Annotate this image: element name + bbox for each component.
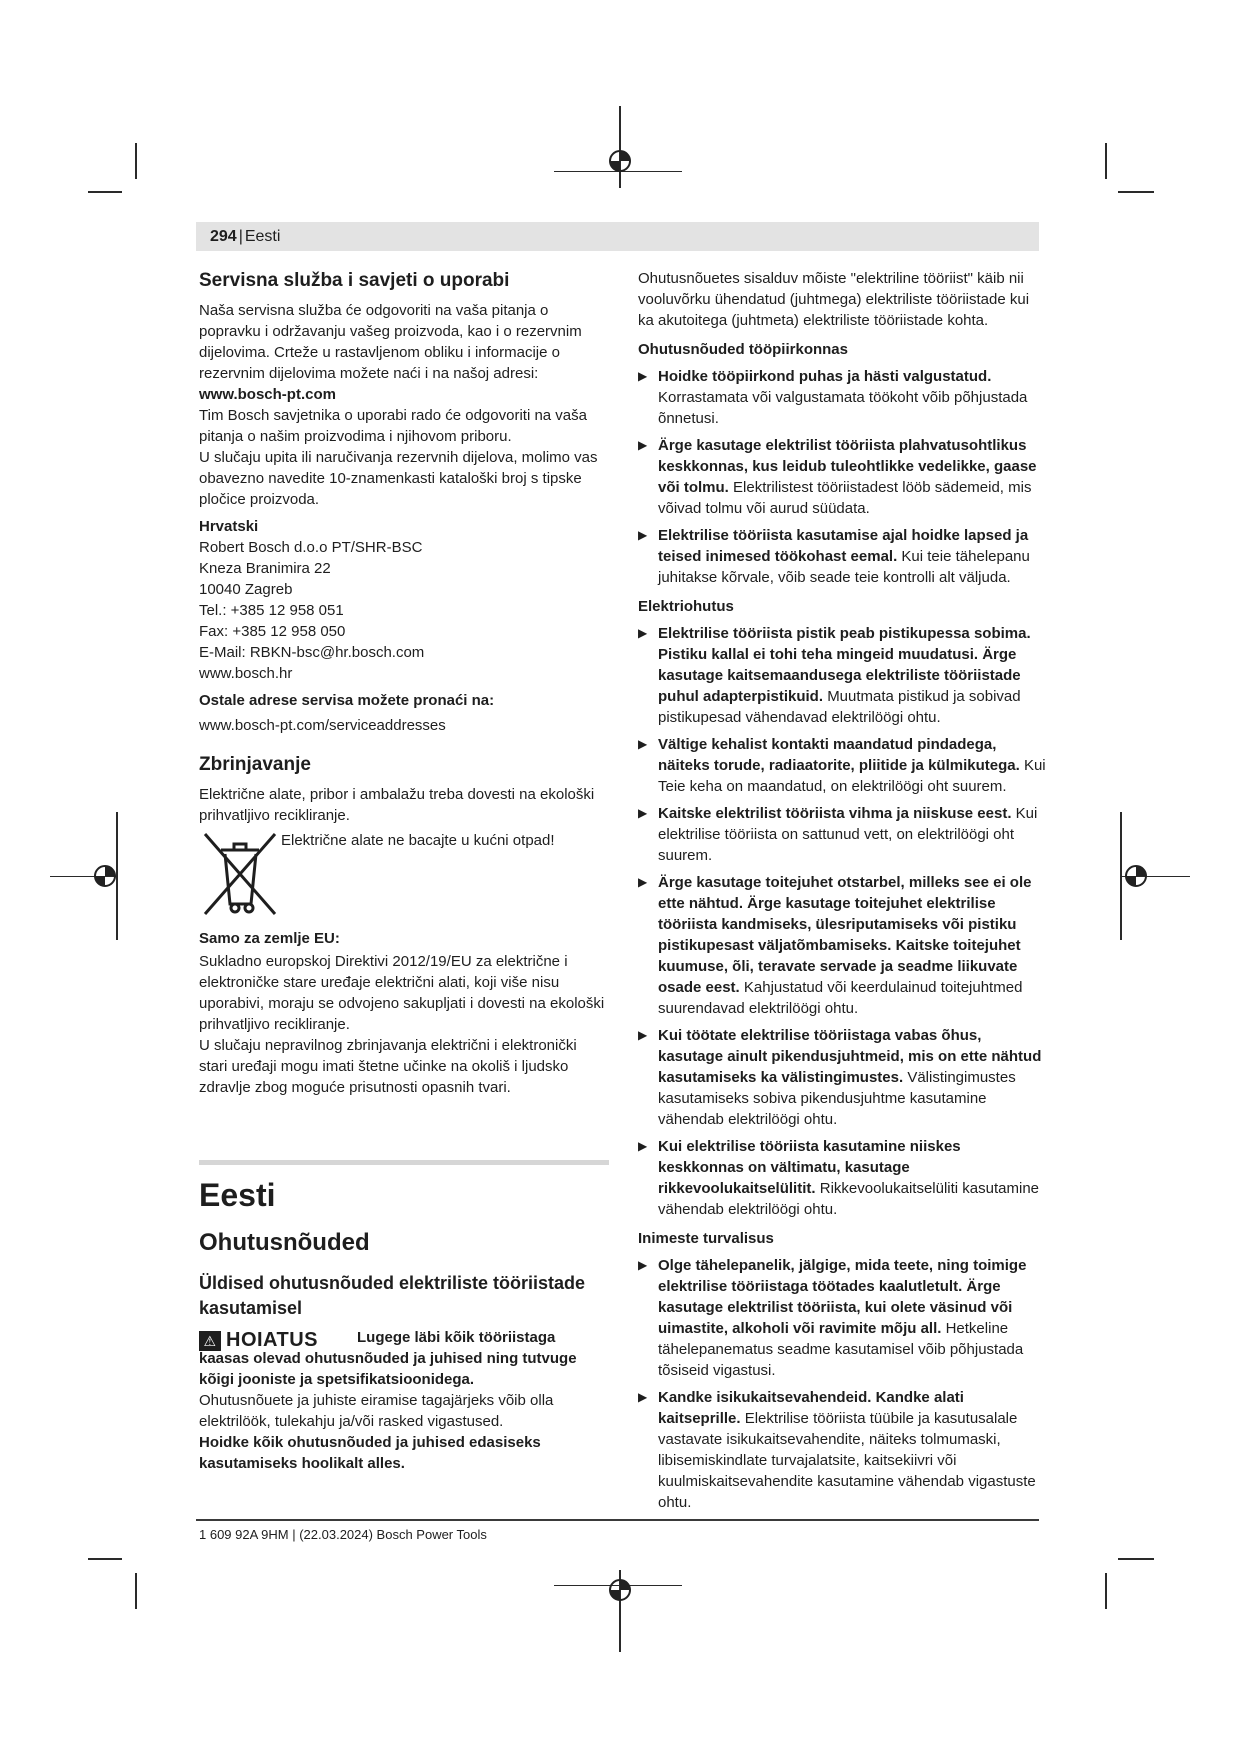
bullet-bold-text: Ärge kasutage toitejuhet otstarbel, milleks see ei ole ette nähtud. Ärge kasutage toitejuhet elektrilise tööriista kandmiseks, ülesriputamiseks või pistiku pistikupesast väljatõmbamiseks. Kaitske toitejuhet kuumuse, õli, teravate servade ja seadme liikuvate osade eest.	[658, 874, 1032, 996]
bullet-normal-text: Kui Teie keha on maandatud, on elektrilöögi oht suurem.	[658, 757, 1046, 795]
safety-bullet	[638, 1255, 1046, 1381]
warning-triangle-icon: ⚠	[199, 1331, 221, 1351]
bullet-arrow-icon: ▶	[638, 626, 648, 640]
registration-mark-icon	[1121, 861, 1151, 891]
left-column	[199, 268, 609, 1474]
bullet-text	[658, 623, 1046, 728]
registration-mark-icon	[90, 861, 120, 891]
disposal-paragraph: Električne alate, pribor i ambalažu treba dovesti na ekološki prihvatljivo recikliranje.	[199, 786, 595, 824]
registration-mark-icon	[605, 146, 635, 176]
warning-paragraph: Ohutusnõuete ja juhiste eiramise tagajärjeks võib olla elektrilöök, tulekahju ja/või rasked vigastused.	[199, 1392, 554, 1430]
bullet-bold-text: Kaitske elektrilist tööriista vihma ja niiskuse eest.	[658, 805, 1012, 822]
other-addresses-url: www.bosch-pt.com/serviceaddresses	[199, 717, 446, 734]
page-number: 294	[210, 228, 237, 245]
bullet-bold-text: Olge tähelepanelik, jälgige, mida teete, ning toimige elektrilise tööriistaga töötades kaalutletult. Ärge kasutage elektrilist tööriista, kui olete väsinud või uimastite, alkoholi või ravimite mõju all.	[658, 1257, 1027, 1337]
footer-rule	[196, 1519, 1039, 1521]
crop-mark	[1118, 191, 1154, 193]
bullet-normal-text: Kahjustatud või keerdulainud toitejuhtmed suurendavad elektrilöögi ohtu.	[658, 979, 1023, 1017]
address-line: Tel.: +385 12 958 051	[199, 602, 344, 619]
address-line: www.bosch.hr	[199, 665, 293, 682]
bullet-arrow-icon: ▶	[638, 438, 648, 452]
safety-title: Ohutusnõuded	[199, 1229, 370, 1256]
service-url: www.bosch-pt.com	[199, 386, 336, 403]
bullet-text	[658, 803, 1046, 866]
bullet-bold-text: Hoidke tööpiirkond puhas ja hästi valgustatud.	[658, 368, 992, 385]
section-heading: Ohutusnõuded tööpiirkonnas	[638, 341, 848, 358]
service-paragraph: Tim Bosch savjetnika o uporabi rado će odgovoriti na vaša pitanja o našim proizvodima i njihovom priboru.	[199, 407, 587, 445]
bullet-text	[658, 366, 1046, 429]
bullet-text	[658, 435, 1046, 519]
bullet-text	[658, 525, 1046, 588]
bullet-text	[658, 1387, 1046, 1513]
bullet-arrow-icon: ▶	[638, 1390, 648, 1404]
bullet-normal-text: Välistingimustes kasutamiseks sobiva pikendusjuhtme kasutamine vähendab elektrilöögi ohtu.	[658, 1069, 1016, 1128]
bullet-arrow-icon: ▶	[638, 1258, 648, 1272]
safety-bullet	[638, 872, 1046, 1019]
warning-lead: Lugege läbi kõik tööriistaga kaasas olevad ohutusnõuded ja juhised ning tutvuge kõigi jooniste ja spetsifikatsioonidega.	[199, 1329, 577, 1388]
bullet-arrow-icon: ▶	[638, 737, 648, 751]
bullet-bold-text: Kui elektrilise tööriista kasutamine niiskes keskkonnas on vältimatu, kasutage rikkevoolukaitselülitit.	[658, 1138, 961, 1197]
crossed-bin-icon	[199, 828, 281, 920]
bullet-bold-text: Ärge kasutage elektrilist tööriista plahvatusohtlikus keskkonnas, kus leidub tuleohtlikke vedelikke, gaase või tolmu.	[658, 437, 1037, 496]
bullet-arrow-icon: ▶	[638, 806, 648, 820]
bullet-bold-text: Kandke isikukaitsevahendeid. Kandke alati kaitseprille.	[658, 1389, 964, 1427]
safety-bullet	[638, 734, 1046, 797]
bullet-normal-text: Hetkeline tähelepanematus seadme kasutamisel võib põhjustada tõsiseid vigastusi.	[658, 1320, 1024, 1379]
bullet-normal-text: Rikkevoolukaitselüliti kasutamine vähendab elektrilöögi ohtu.	[658, 1180, 1039, 1218]
service-paragraph: Naša servisna služba će odgovoriti na vaša pitanja o popravku i održavanju vašeg proizvoda, kao i o rezervnim dijelovima. Crteže u rastavljenom obliku i informacije o rezervnim dijelovima možete naći i na našoj adresi:	[199, 302, 582, 382]
safety-bullet	[638, 1136, 1046, 1220]
crop-mark	[1118, 1558, 1154, 1560]
bullet-normal-text: Kui teie tähelepanu juhitakse kõrvale, võib seade teie kontrolli alt väljuda.	[658, 548, 1030, 586]
crop-mark	[1105, 1573, 1107, 1609]
footer-text: 1 609 92A 9HM | (22.03.2024) Bosch Power Tools	[199, 1527, 487, 1542]
address-line: 10040 Zagreb	[199, 581, 293, 598]
safety-bullet	[638, 1387, 1046, 1513]
address-line: Robert Bosch d.o.o PT/SHR-BSC	[199, 539, 423, 556]
intro-paragraph: Ohutusnõuetes sisalduv mõiste "elektriline tööriist" käib nii vooluvõrku ühendatud (juhtmega) elektriliste tööriistade kui ka akutoitega (juhtmeta) elektriliste tööriistade kohta.	[638, 270, 1030, 329]
bullet-text	[658, 734, 1046, 797]
bullet-text	[658, 1136, 1046, 1220]
address-line: E-Mail: RBKN-bsc@hr.bosch.com	[199, 644, 425, 661]
bullet-arrow-icon: ▶	[638, 875, 648, 889]
warning-keep-instructions: Hoidke kõik ohutusnõuded ja juhised edasiseks kasutamiseks hoolikalt alles.	[199, 1434, 541, 1472]
bullet-normal-text: Elektrilistest tööriistadest lööb sädemeid, mis võivad tolmu või aurud süüdata.	[658, 479, 1032, 517]
bullet-arrow-icon: ▶	[638, 1028, 648, 1042]
bullet-bold-text: Kui töötate elektrilise tööriistaga vabas õhus, kasutage ainult pikendusjuhtmeid, mis on ette nähtud kasutamiseks ka välistingimustes.	[658, 1027, 1042, 1086]
header-language: Eesti	[244, 228, 281, 245]
eu-paragraph: Sukladno europskoj Direktivi 2012/19/EU za električne i elektroničke stare uređaje električni alati, koji više nisu uporabivi, moraju se odvojeno sakupljati i dovesti na ekološki prihvatljivo recikliranje.	[199, 953, 605, 1033]
safety-bullet	[638, 623, 1046, 728]
bullet-bold-text: Elektrilise tööriista kasutamise ajal hoidke lapsed ja teised inimesed töökohast eemal.	[658, 527, 1029, 565]
address-line: Kneza Branimira 22	[199, 560, 331, 577]
disposal-heading: Zbrinjavanje	[199, 754, 311, 775]
service-heading: Servisna služba i savjeti o uporabi	[199, 270, 510, 291]
safety-bullet	[638, 366, 1046, 429]
crop-mark	[135, 143, 137, 179]
crop-mark	[88, 191, 122, 193]
right-column	[638, 268, 1046, 1513]
bullet-text	[658, 872, 1046, 1019]
section-heading: Inimeste turvalisus	[638, 1230, 774, 1247]
registration-mark-icon	[605, 1575, 635, 1605]
general-safety-title: Üldised ohutusnõuded elektriliste tööriistade kasutamisel	[199, 1273, 586, 1318]
warning-badge-label: HOIATUS	[226, 1329, 319, 1351]
safety-bullet	[638, 803, 1046, 866]
bullet-arrow-icon: ▶	[638, 528, 648, 542]
safety-bullet	[638, 525, 1046, 588]
section-heading: Elektriohutus	[638, 598, 734, 615]
safety-bullet	[638, 1025, 1046, 1130]
bullet-arrow-icon: ▶	[638, 1139, 648, 1153]
eu-heading: Samo za zemlje EU:	[199, 930, 340, 947]
bullet-bold-text: Elektrilise tööriista pistik peab pistikupessa sobima. Pistiku kallal ei tohi teha mingeid muudatusi. Ärge kasutage kaitsemaandusega elektriliste tööriistade puhul adapterpistikuid.	[658, 625, 1031, 705]
crop-mark	[135, 1573, 137, 1609]
bullet-arrow-icon: ▶	[638, 369, 648, 383]
weee-block	[199, 828, 609, 920]
header-separator: |	[238, 228, 243, 245]
bullet-normal-text: Korrastamata või valgustamata töökoht võib põhjustada õnnetusi.	[658, 389, 1028, 427]
bullet-text	[658, 1025, 1046, 1130]
page-header	[196, 222, 1039, 251]
bullet-normal-text: Muutmata pistikud ja sobivad pistikupesad vähendavad elektrilöögi ohtu.	[658, 688, 1021, 726]
crop-mark	[1105, 143, 1107, 179]
crop-mark	[88, 1558, 122, 1560]
bullet-bold-text: Vältige kehalist kontakti maandatud pindadega, näiteks torude, radiaatorite, pliitide ja külmikutega.	[658, 736, 1020, 774]
service-paragraph: U slučaju upita ili naručivanja rezervnih dijelova, molimo vas obavezno navedite 10-znamenkasti kataloški broj s tipske pločice proizvoda.	[199, 449, 598, 508]
bullet-text	[658, 1255, 1046, 1381]
address-line: Fax: +385 12 958 050	[199, 623, 346, 640]
safety-bullet	[638, 435, 1046, 519]
disposal-icon-text: Električne alate ne bacajte u kućni otpad!	[281, 832, 555, 849]
bullet-normal-text: Elektrilise tööriista tüübile ja kasutusalale vastavate isikukaitsevahendite, näiteks tolmumaski, libisemiskindlate turvajalatsite, kaitsekiivri või kuulmiskaitsevahendite kasutamine vähendab vigastuste ohtu.	[658, 1410, 1036, 1511]
country-heading: Hrvatski	[199, 518, 259, 535]
section-title: Eesti	[199, 1177, 276, 1213]
section-divider	[199, 1160, 609, 1165]
eu-paragraph: U slučaju nepravilnog zbrinjavanja električni i elektronički stari uređaji mogu imati štetne učinke na okoliš i ljudsko zdravlje zbog moguće prisutnosti opasnih tvari.	[199, 1037, 577, 1096]
other-addresses-label: Ostale adrese servisa možete pronaći na:	[199, 692, 495, 709]
bullet-normal-text: Kui elektrilise tööriista on sattunud vett, on elektrilöögi oht suurem.	[658, 805, 1038, 864]
